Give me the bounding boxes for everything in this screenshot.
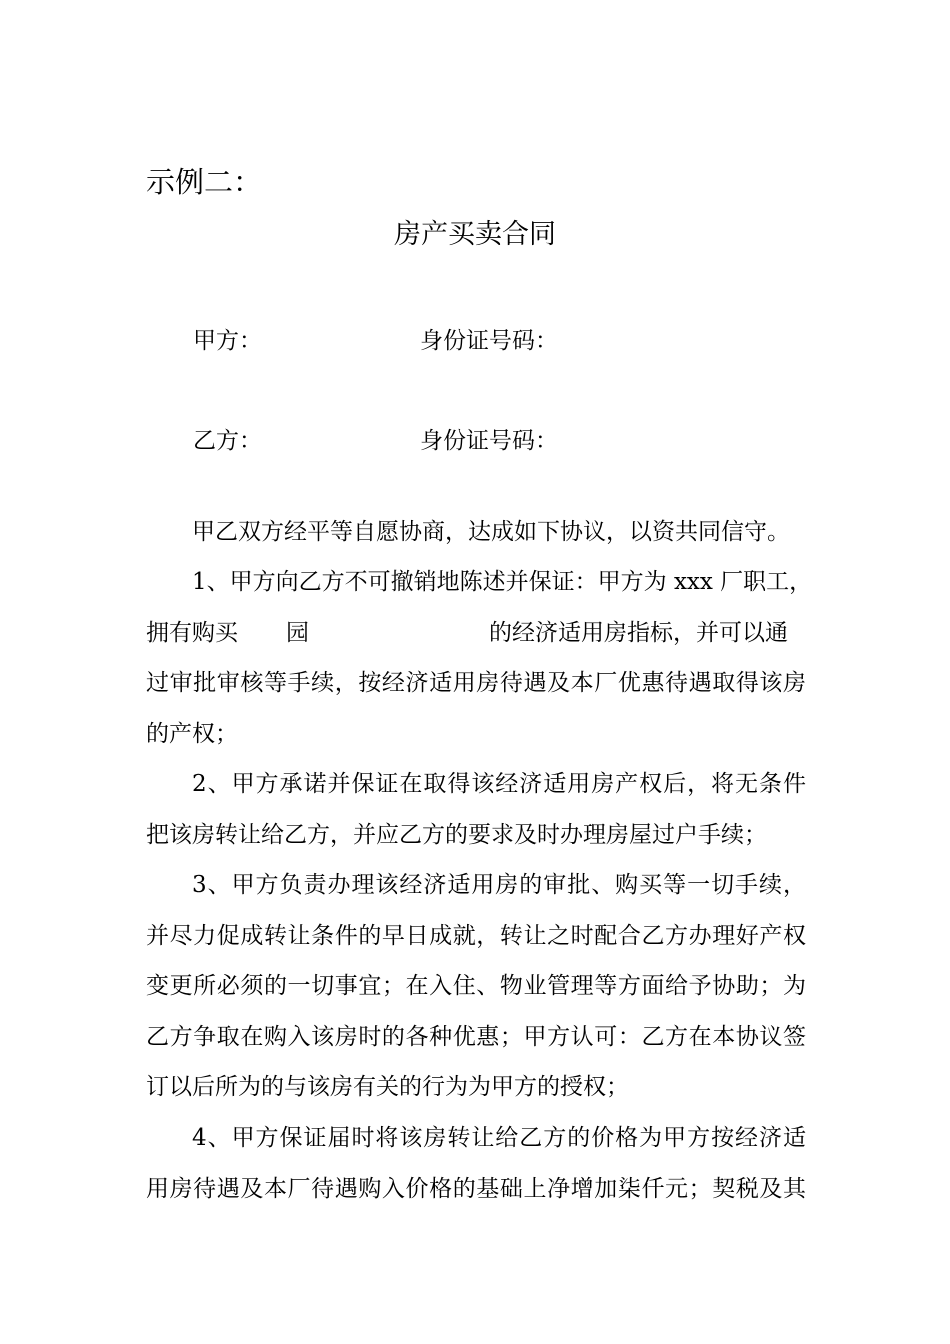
intro-paragraph xyxy=(146,507,806,558)
party-b-label: 乙方： xyxy=(193,428,262,454)
clause-2 xyxy=(146,759,806,860)
clause-3-line: 变更所必须的一切事宜；在入住、物业管理等方面给予协助；为 xyxy=(146,973,806,999)
clause-1 xyxy=(146,557,813,759)
clause-4 xyxy=(146,1113,806,1214)
clause-1-line: 1、甲方向乙方不可撤销地陈述并保证：甲方为 xxx 厂职工， xyxy=(192,569,813,595)
clause-1-text: 拥有购买 xyxy=(146,619,238,646)
clause-2-line: 2、甲方承诺并保证在取得该经济适用房产权后，将无条件 xyxy=(192,771,806,797)
party-a-label: 甲方： xyxy=(193,328,262,354)
party-a-id-label: 身份证号码： xyxy=(420,328,558,354)
clause-3-line: 3、甲方负责办理该经济适用房的审批、购买等一切手续， xyxy=(192,872,806,898)
clause-3-line: 并尽力促成转让条件的早日成就，转让之时配合乙方办理好产权 xyxy=(146,922,806,949)
clause-1-text: 的经济适用房指标，并可以通 xyxy=(489,619,788,646)
clause-1-line xyxy=(146,608,806,659)
clause-1-line: 过审批审核等手续，按经济适用房待遇及本厂优惠待遇取得该房 xyxy=(146,670,806,696)
clause-4-line: 用房待遇及本厂待遇购入价格的基础上净增加柒仟元；契税及其 xyxy=(146,1175,806,1202)
intro-line: 甲乙双方经平等自愿协商，达成如下协议，以资共同信守。 xyxy=(192,519,790,545)
contract-title: 房产买卖合同 xyxy=(394,219,556,250)
clause-3 xyxy=(146,860,806,1113)
clause-1-line: 的产权； xyxy=(146,720,238,747)
clause-3-line: 乙方争取在购入该房时的各种优惠；甲方认可：乙方在本协议签 xyxy=(146,1023,806,1050)
clause-1-text: 园 xyxy=(286,619,309,646)
clause-2-line: 把该房转让给乙方，并应乙方的要求及时办理房屋过户手续； xyxy=(146,821,767,848)
clause-3-line: 订以后所为的与该房有关的行为为甲方的授权； xyxy=(146,1074,629,1100)
clause-4-line: 4、甲方保证届时将该房转让给乙方的价格为甲方按经济适 xyxy=(192,1125,806,1151)
party-b-id-label: 身份证号码： xyxy=(420,428,558,454)
example-heading: 示例二： xyxy=(146,165,263,199)
